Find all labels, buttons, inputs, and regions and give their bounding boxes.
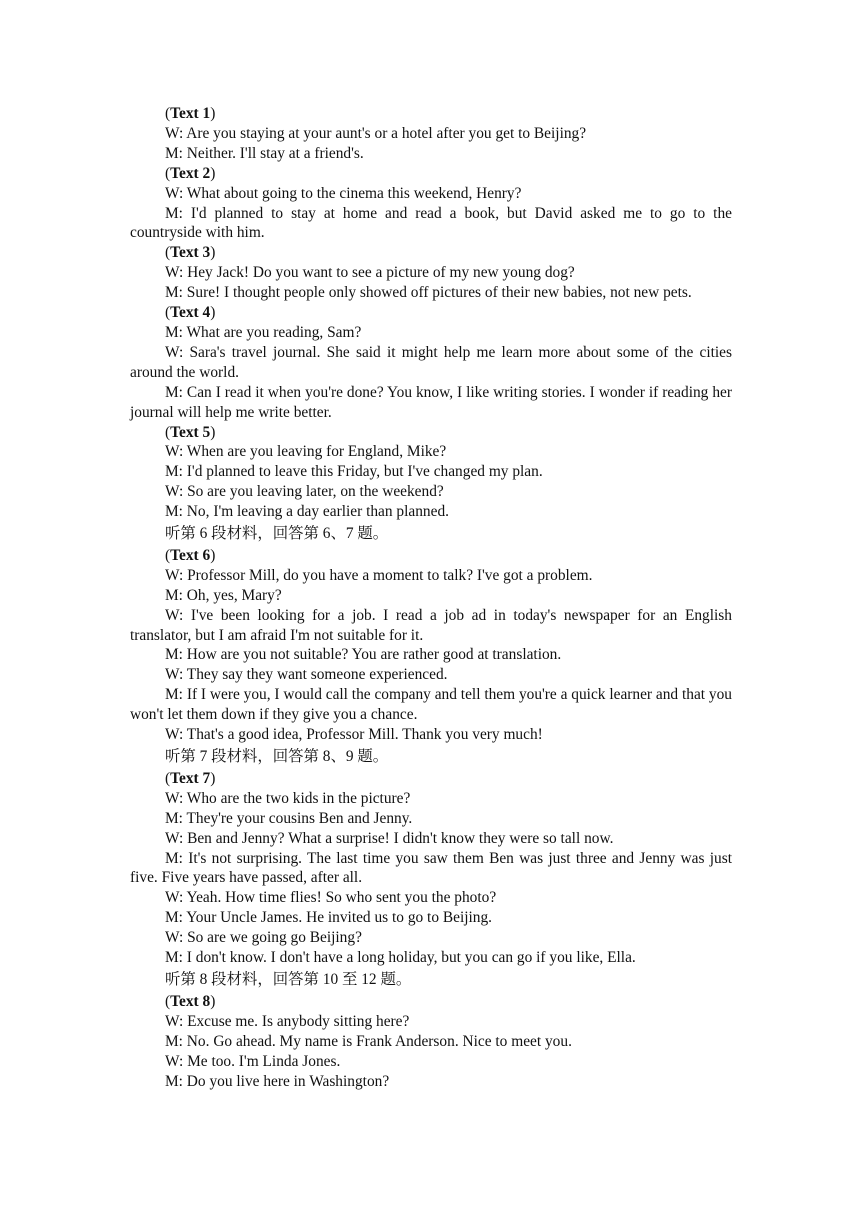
section-heading-text-1: (Text 1) <box>165 105 216 122</box>
dialogue-line: W: So are you leaving later, on the weekend? <box>165 483 444 501</box>
dialogue-line: W: Me too. I'm Linda Jones. <box>165 1052 341 1070</box>
dialogue-line: M: They're your cousins Ben and Jenny. <box>165 809 413 827</box>
section-heading-text-8: (Text 8) <box>165 992 216 1010</box>
dialogue-line: W: So are we going go Beijing? <box>165 929 362 947</box>
section-heading-text-3: (Text 3) <box>165 244 216 262</box>
listening-instruction: 听第 7 段材料，回答第 8、9 题。 <box>165 748 389 765</box>
dialogue-line: M: Can I read it when you're done? You know, I like writing stories. I wonder if reading her journal will help me write better. <box>130 383 732 421</box>
section-heading-text-7: (Text 7) <box>165 769 216 787</box>
dialogue-line: W: Hey Jack! Do you want to see a picture of my new young dog? <box>165 264 575 282</box>
dialogue-line: M: Your Uncle James. He invited us to go to Beijing. <box>165 909 493 927</box>
section-heading-text-4: (Text 4) <box>165 304 216 322</box>
dialogue-line: W: Excuse me. Is anybody sitting here? <box>165 1012 410 1030</box>
dialogue-line: M: I'd planned to leave this Friday, but I've changed my plan. <box>165 463 543 481</box>
dialogue-line: M: Neither. I'll stay at a friend's. <box>165 144 364 162</box>
dialogue-line: M: Sure! I thought people only showed off pictures of their new babies, not new pets. <box>165 284 692 302</box>
dialogue-line: M: Oh, yes, Mary? <box>165 586 282 604</box>
transcript-body <box>130 104 732 1091</box>
dialogue-line: M: No. Go ahead. My name is Frank Anderson. Nice to meet you. <box>165 1032 572 1050</box>
dialogue-line: W: What about going to the cinema this weekend, Henry? <box>165 184 522 202</box>
dialogue-line: M: What are you reading, Sam? <box>165 323 362 341</box>
dialogue-line: W: I've been looking for a job. I read a job ad in today's newspaper for an English translator, but I am afraid I'm not suitable for it. <box>130 606 732 644</box>
dialogue-line: W: Yeah. How time flies! So who sent you the photo? <box>165 889 497 907</box>
dialogue-line: M: No, I'm leaving a day earlier than planned. <box>165 503 449 521</box>
listening-instruction: 听第 6 段材料，回答第 6、7 题。 <box>165 525 389 543</box>
listening-instruction: 听第 8 段材料，回答第 10 至 12 题。 <box>165 970 412 988</box>
dialogue-line: M: I'd planned to stay at home and read a book, but David asked me to go to the countryside with him. <box>130 204 732 242</box>
dialogue-line: M: Do you live here in Washington? <box>165 1072 390 1090</box>
dialogue-line: W: Who are the two kids in the picture? <box>165 789 411 807</box>
dialogue-line: W: Ben and Jenny? What a surprise! I didn't know they were so tall now. <box>165 829 614 847</box>
section-heading-text-6: (Text 6) <box>165 546 216 564</box>
dialogue-line: M: How are you not suitable? You are rather good at translation. <box>165 646 562 664</box>
dialogue-line: W: When are you leaving for England, Mike? <box>165 443 447 461</box>
dialogue-line: W: Sara's travel journal. She said it might help me learn more about some of the cities around the world. <box>130 343 732 381</box>
dialogue-line: W: That's a good idea, Professor Mill. Thank you very much! <box>165 726 543 744</box>
dialogue-line: M: If I were you, I would call the company and tell them you're a quick learner and that you won't let them down if they give you a chance. <box>130 686 732 724</box>
dialogue-line: W: Professor Mill, do you have a moment to talk? I've got a problem. <box>165 566 593 584</box>
dialogue-line: M: It's not surprising. The last time you saw them Ben was just three and Jenny was just five. Five years have passed, after all. <box>130 849 732 887</box>
dialogue-line: W: Are you staying at your aunt's or a hotel after you get to Beijing? <box>165 124 587 142</box>
dialogue-line: W: They say they want someone experienced. <box>165 666 448 684</box>
dialogue-line: M: I don't know. I don't have a long holiday, but you can go if you like, Ella. <box>165 949 636 967</box>
section-heading-text-2: (Text 2) <box>165 164 216 182</box>
section-heading-text-5: (Text 5) <box>165 423 216 441</box>
